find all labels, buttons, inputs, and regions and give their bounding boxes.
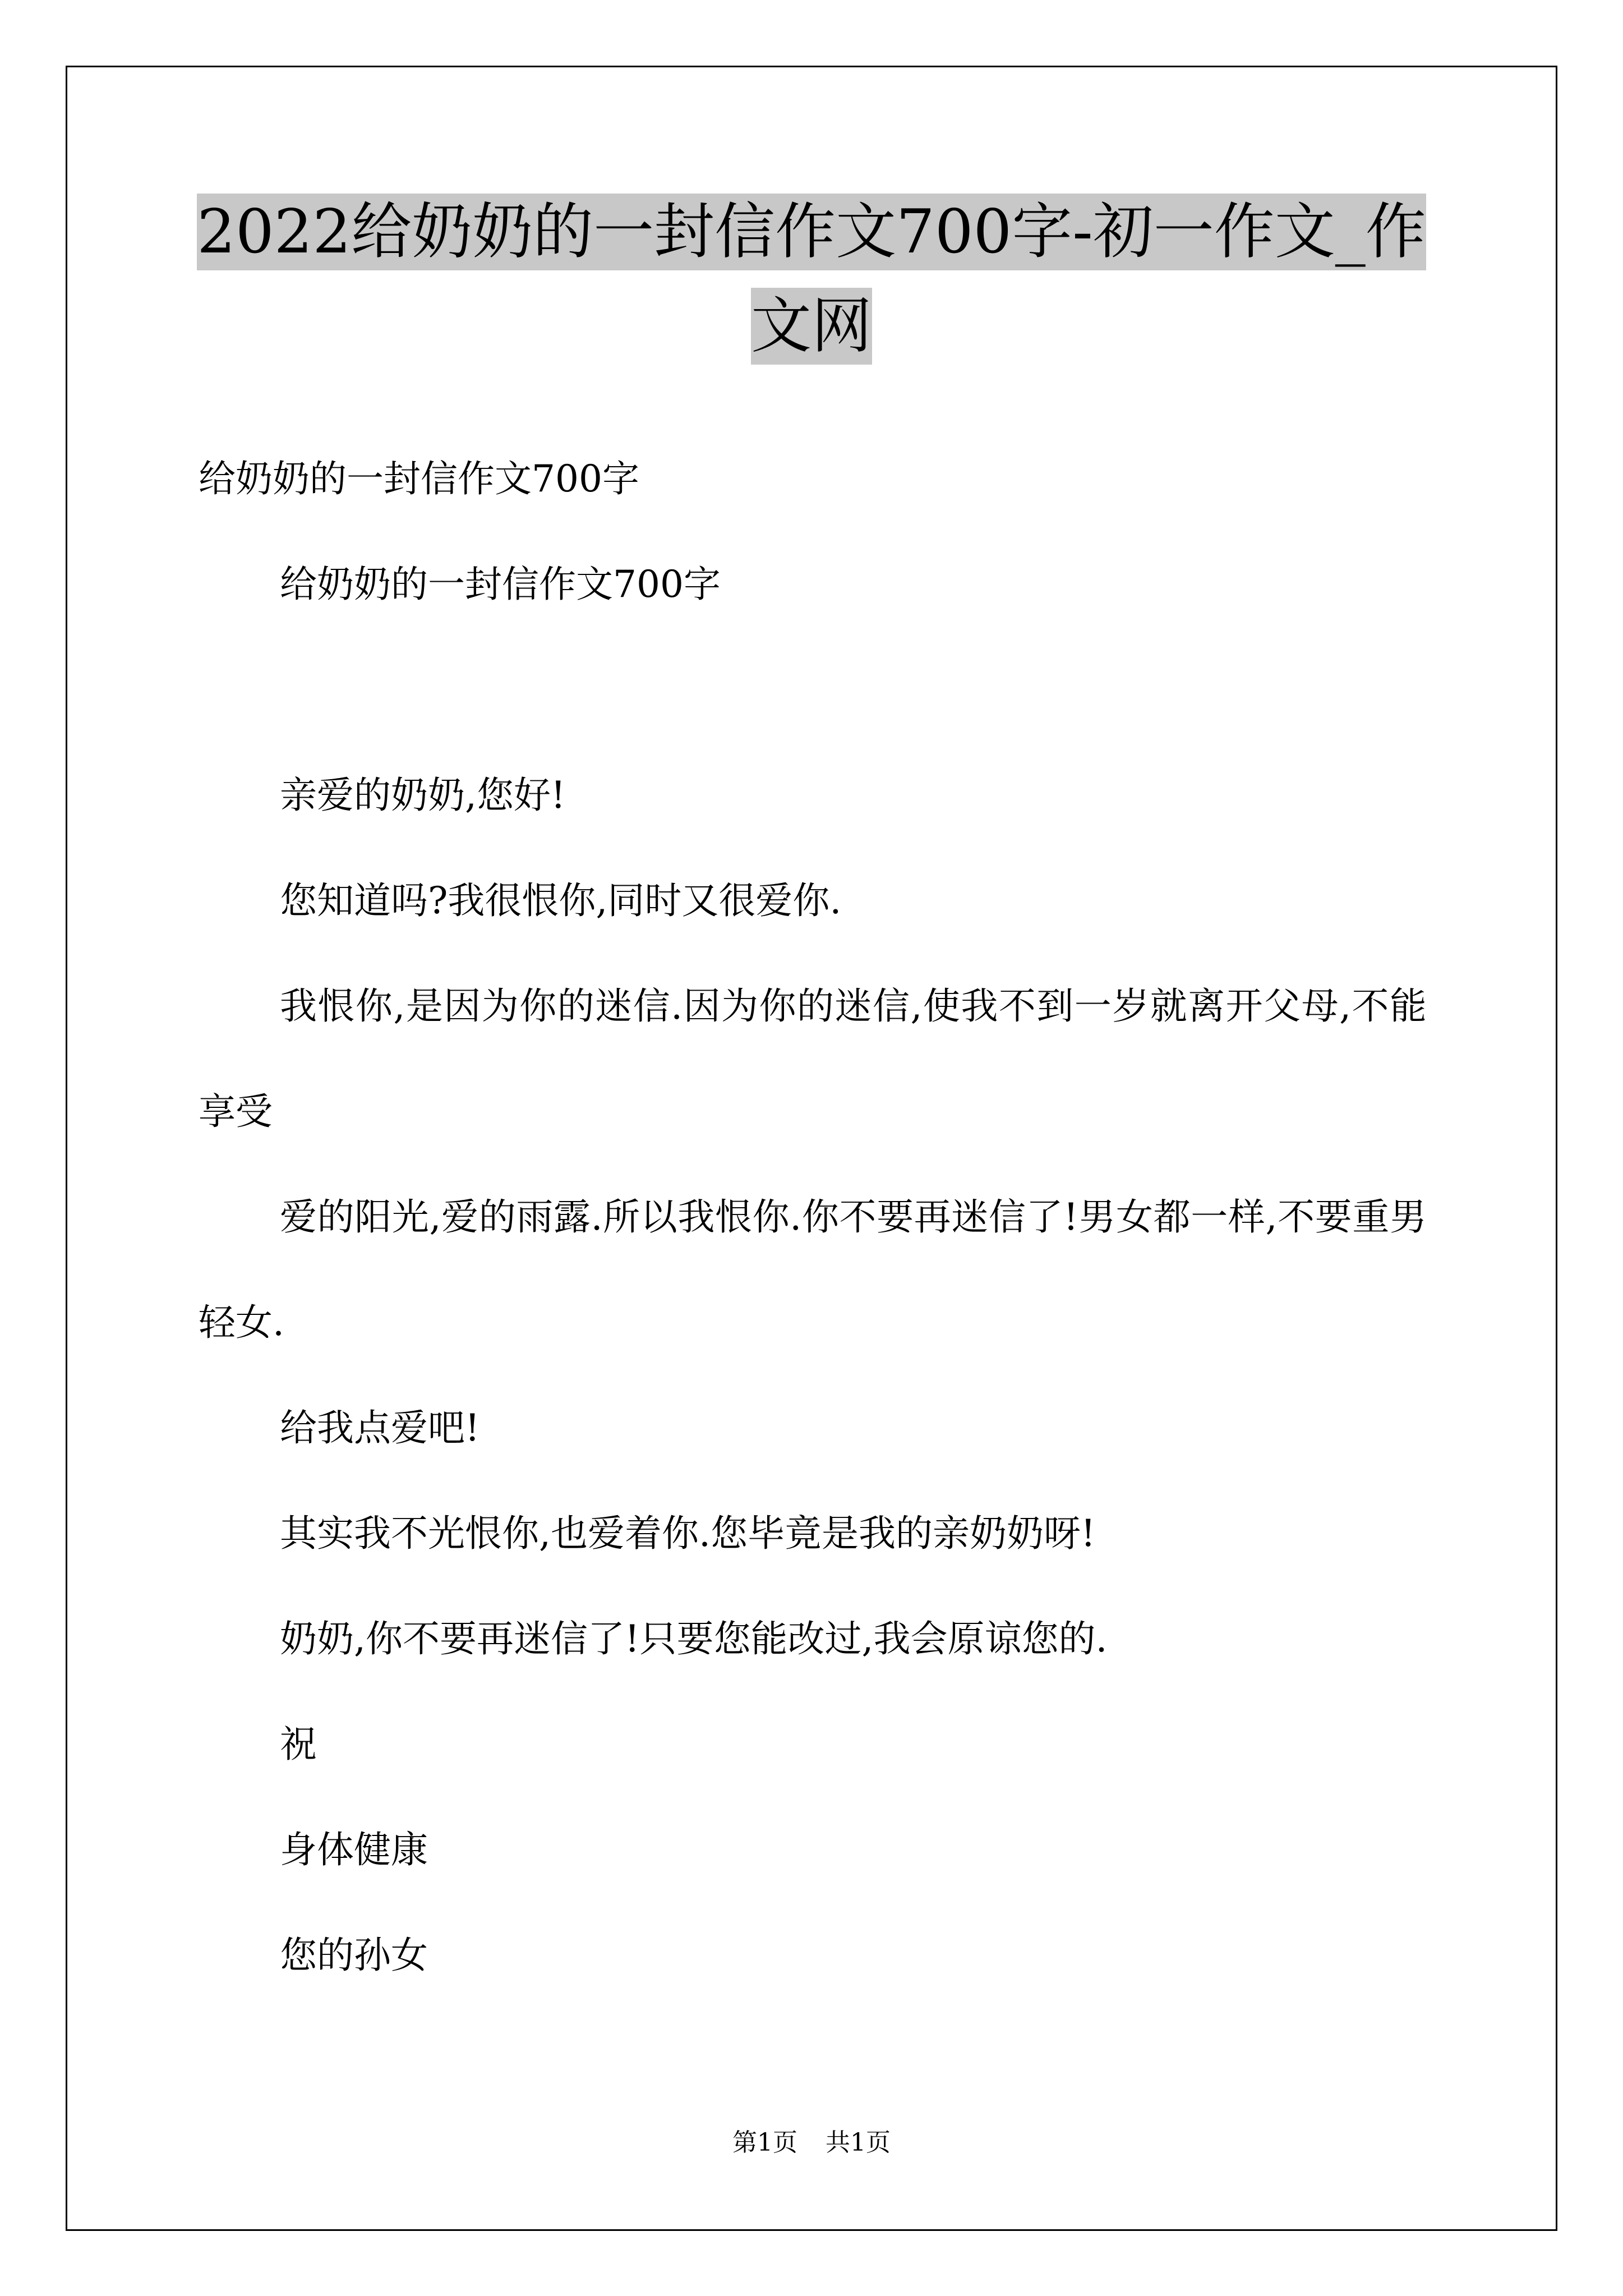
- paragraph: 您知道吗?我很恨你,同时又很爱你.: [280, 879, 842, 922]
- paragraph: 奶奶,你不要再迷信了!只要您能改过,我会原谅您的.: [280, 1617, 1108, 1660]
- document-body: [199, 426, 1427, 2008]
- page-number-total: 共1页: [826, 2128, 891, 2157]
- paragraph: 身体健康: [280, 1828, 428, 1871]
- paragraph: 我恨你,是因为你的迷信.因为你的迷信,使我不到一岁就离开父母,不能享受: [199, 984, 1427, 1133]
- paragraph: 祝: [280, 1723, 317, 1766]
- paragraph: 给奶奶的一封信作文700字: [280, 563, 721, 606]
- paragraph: 其实我不光恨你,也爱着你.您毕竟是我的亲奶奶呀!: [280, 1512, 1096, 1555]
- blank-line: [199, 637, 1427, 743]
- paragraph: 亲爱的奶奶,您好!: [280, 774, 566, 817]
- page-number-current: 第1页: [732, 2128, 797, 2157]
- subtitle-line: 给奶奶的一封信作文700字: [199, 457, 639, 500]
- page-title-text: 2022给奶奶的一封信作文700字-初一作文_作文网: [197, 194, 1426, 365]
- paragraph: 给我点爱吧!: [280, 1406, 480, 1450]
- page-footer: [66, 2126, 1557, 2160]
- page-title: [196, 185, 1427, 374]
- paragraph: 您的孙女: [280, 1934, 428, 1977]
- paragraph: 爱的阳光,爱的雨露.所以我恨你.你不要再迷信了!男女都一样,不要重男轻女.: [199, 1195, 1427, 1344]
